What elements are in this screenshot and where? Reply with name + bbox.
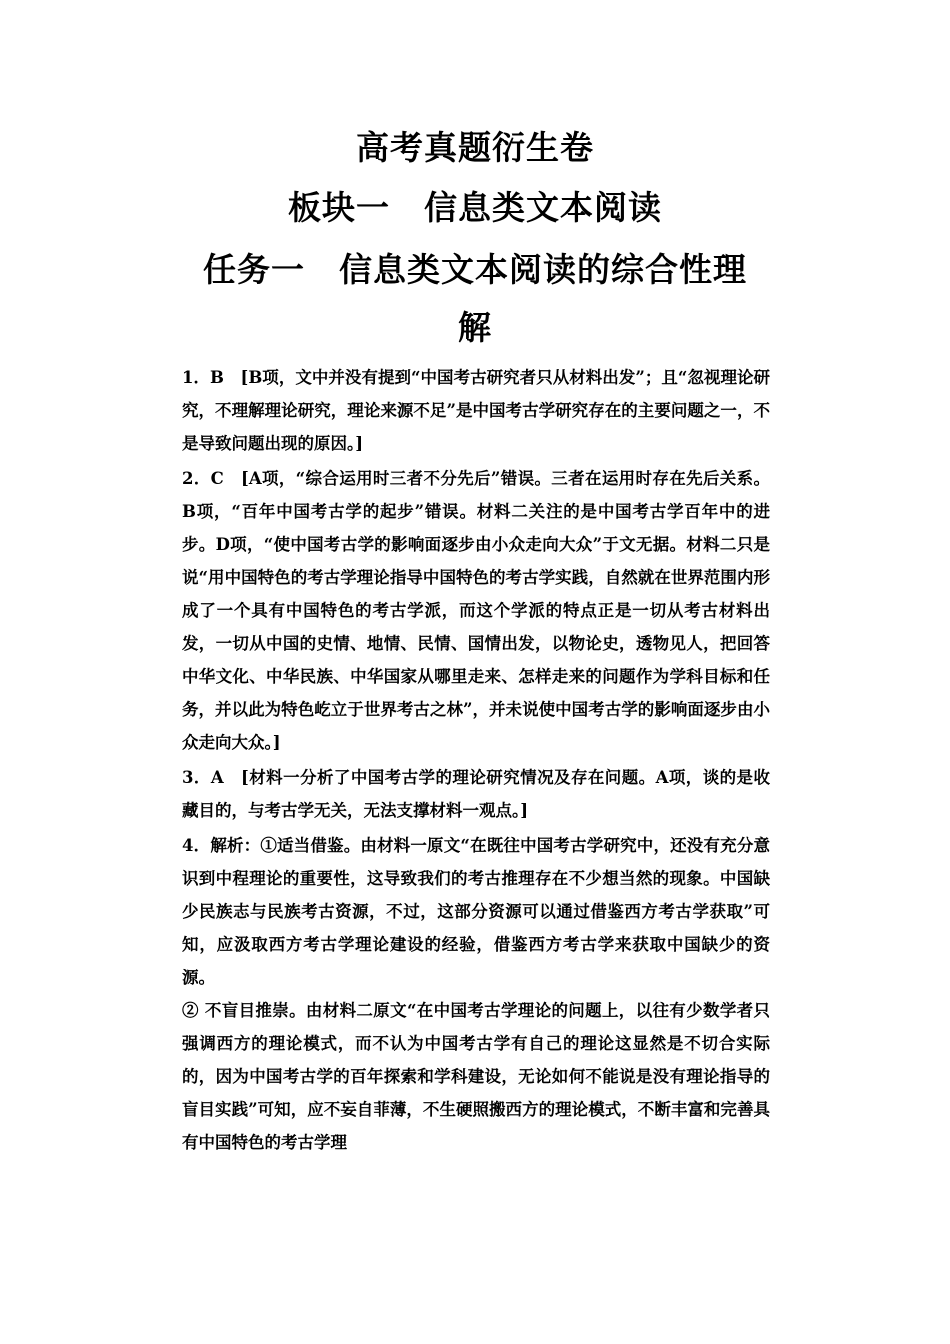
answer-4-part-2: ② 不盲目推崇。由材料二原文“在中国考古学理论的问题上，以往有少数学者只强调西方的理论模式，而不认为中国考古学有自己的理论这显然是不切合实际的，因为中国考古学的百年探索和学科建设，无论如何不能说是没有理论指导的盲目实践”可知，应不妄自菲薄，不生硬照搬西方的理论模式，不断丰富和完善具有中国特色的考古学理: [182, 1001, 770, 1152]
answer-3: 3．A [材料一分析了中国考古学的理论研究情况及存在问题。A项，谈的是收藏目的，与考古学无关，无法支撑材料一观点。]: [182, 768, 770, 820]
answer-1: 1．B [B项，文中并没有提到“中国考古研究者只从材料出发”；且“忽视理论研究，不理解理论研究，理论来源不足”是中国考古学研究存在的主要问题之一，不是导致问题出现的原因。]: [182, 368, 770, 453]
task-title-continued: 解: [458, 308, 492, 347]
task-title: 任务一 信息类文本阅读的综合性理: [203, 250, 747, 289]
answer-4-part-1: 4．解析：①适当借鉴。由材料一原文“在既往中国考古学研究中，还没有充分意识到中程理论的重要性，这导致我们的考古推理存在不少想当然的现象。中国缺少民族志与民族考古资源，不过，这部分资源可以通过借鉴西方考古学获取”可知，应汲取西方考古学理论建设的经验，借鉴西方考古学来获取中国缺少的资源。: [182, 836, 770, 987]
answer-list: [182, 361, 770, 1159]
document-title: 高考真题衍生卷: [356, 128, 594, 167]
section-title: 板块一 信息类文本阅读: [288, 188, 662, 227]
answer-2: 2．C [A项，“综合运用时三者不分先后”错误。三者在运用时存在先后关系。B项，“百年中国考古学的起步”错误。材料二关注的是中国考古学百年中的进步。D项，“使中国考古学的影响面逐步由小众走向大众”于文无据。材料二只是说“用中国特色的考古学理论指导中国特色的考古学实践，自然就在世界范围内形成了一个具有中国特色的考古学派，而这个学派的特点正是一切从考古材料出发，一切从中国的史情、地情、民情、国情出发，以物论史，透物见人，把回答中华文化、中华民族、中华国家从哪里走来、怎样走来的问题作为学科目标和任务，并以此为特色屹立于世界考古之林”，并未说使中国考古学的影响面逐步由小众走向大众。]: [182, 469, 770, 752]
